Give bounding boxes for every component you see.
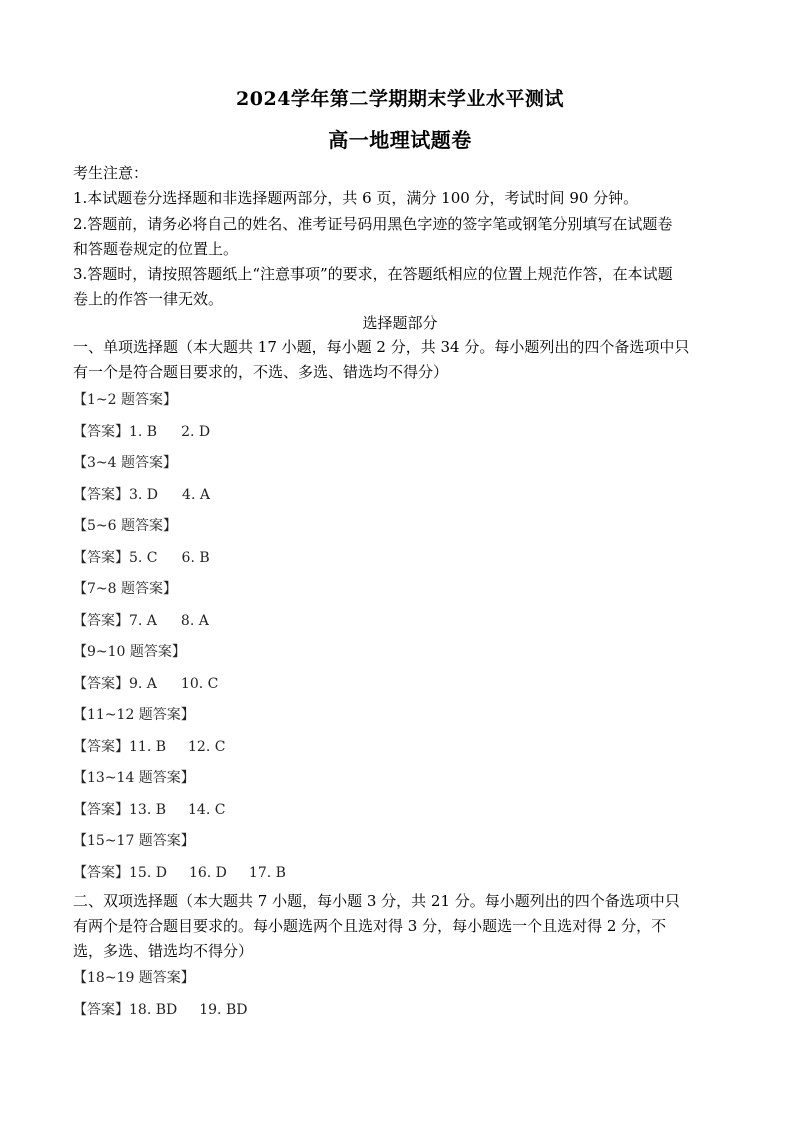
notice-item-2-line-1: 2.答题前，请务必将自己的姓名、准考证号码用黑色字迹的签字笔或钢笔分别填写在试题卷: [73, 215, 673, 233]
answer-prefix: 【答案】: [73, 487, 129, 503]
answer-prefix: 【答案】: [73, 550, 129, 566]
part2-instructions-line-3: 选，多选、错选均不得分）: [73, 942, 254, 960]
notice-item-1: 1.本试题卷分选择题和非选择题两部分，共 6 页，满分 100 分，考试时间 90 分钟。: [73, 189, 639, 207]
answer-group-header: 【5~6 题答案】: [73, 518, 177, 534]
answer-item: 16. D: [188, 865, 227, 881]
part1-instructions-line-2: 有一个是符合题目要求的，不选、多选、错选均不得分）: [73, 363, 449, 381]
answer-prefix: 【答案】: [73, 613, 129, 629]
answer-item: 17. B: [248, 865, 286, 881]
answer-row: [73, 999, 247, 1019]
answer-item: 3. D: [129, 487, 159, 503]
answer-item: 4. A: [182, 487, 210, 503]
answer-item: 2. D: [181, 424, 211, 440]
exam-title: 2024学年第二学期期末学业水平测试: [236, 88, 564, 110]
answer-row: [73, 547, 210, 567]
answer-item: 14. C: [188, 802, 226, 818]
answer-prefix: 【答案】: [73, 865, 129, 881]
answer-row: [73, 673, 218, 693]
part1-instructions-line-1: 一、单项选择题（本大题共 17 小题，每小题 2 分，共 34 分。每小题列出的四个备选项中只: [73, 338, 690, 356]
answer-group-header: 【7~8 题答案】: [73, 581, 177, 597]
notice-heading: 考生注意：: [73, 164, 149, 182]
answer-item: 13. B: [129, 802, 167, 818]
answer-item: 12. C: [188, 739, 226, 755]
answer-group-header: 【9~10 题答案】: [73, 644, 186, 660]
answer-row: [73, 799, 225, 819]
answer-row: [73, 484, 210, 504]
answer-row: [73, 610, 209, 630]
section-title: 选择题部分: [362, 314, 438, 332]
answer-item: 15. D: [129, 865, 167, 881]
answer-item: 18. BD: [129, 1002, 178, 1018]
answer-item: 19. BD: [199, 1002, 248, 1018]
answer-item: 6. B: [181, 550, 210, 566]
answer-row: [73, 862, 286, 882]
answer-item: 11. B: [129, 739, 167, 755]
answer-prefix: 【答案】: [73, 424, 129, 440]
answer-item: 8. A: [180, 613, 209, 629]
answer-group-header: 【1~2 题答案】: [73, 392, 177, 408]
answer-group-header: 【15~17 题答案】: [73, 833, 195, 849]
notice-item-3-line-2: 卷上的作答一律无效。: [73, 290, 224, 308]
answer-prefix: 【答案】: [73, 1002, 129, 1018]
answer-row: [73, 736, 225, 756]
exam-subtitle: 高一地理试题卷: [328, 128, 472, 152]
part2-instructions-line-2: 有两个是符合题目要求的。每小题选两个且选对得 3 分，每小题选一个且选对得 2 分，不: [73, 917, 667, 935]
answer-group-header: 【11~12 题答案】: [73, 707, 195, 723]
answer-prefix: 【答案】: [73, 676, 129, 692]
answer-group-header: 【18~19 题答案】: [73, 970, 195, 986]
notice-item-3-line-1: 3.答题时，请按照答题纸上“注意事项”的要求，在答题纸相应的位置上规范作答，在本试题: [73, 265, 673, 283]
answer-row: [73, 421, 210, 441]
answer-item: 10. C: [180, 676, 219, 692]
answer-prefix: 【答案】: [73, 739, 129, 755]
answer-group-header: 【13~14 题答案】: [73, 770, 195, 786]
answer-item: 5. C: [129, 550, 158, 566]
answer-group-header: 【3~4 题答案】: [73, 455, 177, 471]
answer-item: 9. A: [129, 676, 157, 692]
answer-item: 1. B: [129, 424, 158, 440]
part2-instructions-line-1: 二、双项选择题（本大题共 7 小题，每小题 3 分，共 21 分。每小题列出的四个备选项中只: [73, 892, 680, 910]
notice-item-2-line-2: 和答题卷规定的位置上。: [73, 240, 239, 258]
answer-prefix: 【答案】: [73, 802, 129, 818]
answer-item: 7. A: [129, 613, 157, 629]
